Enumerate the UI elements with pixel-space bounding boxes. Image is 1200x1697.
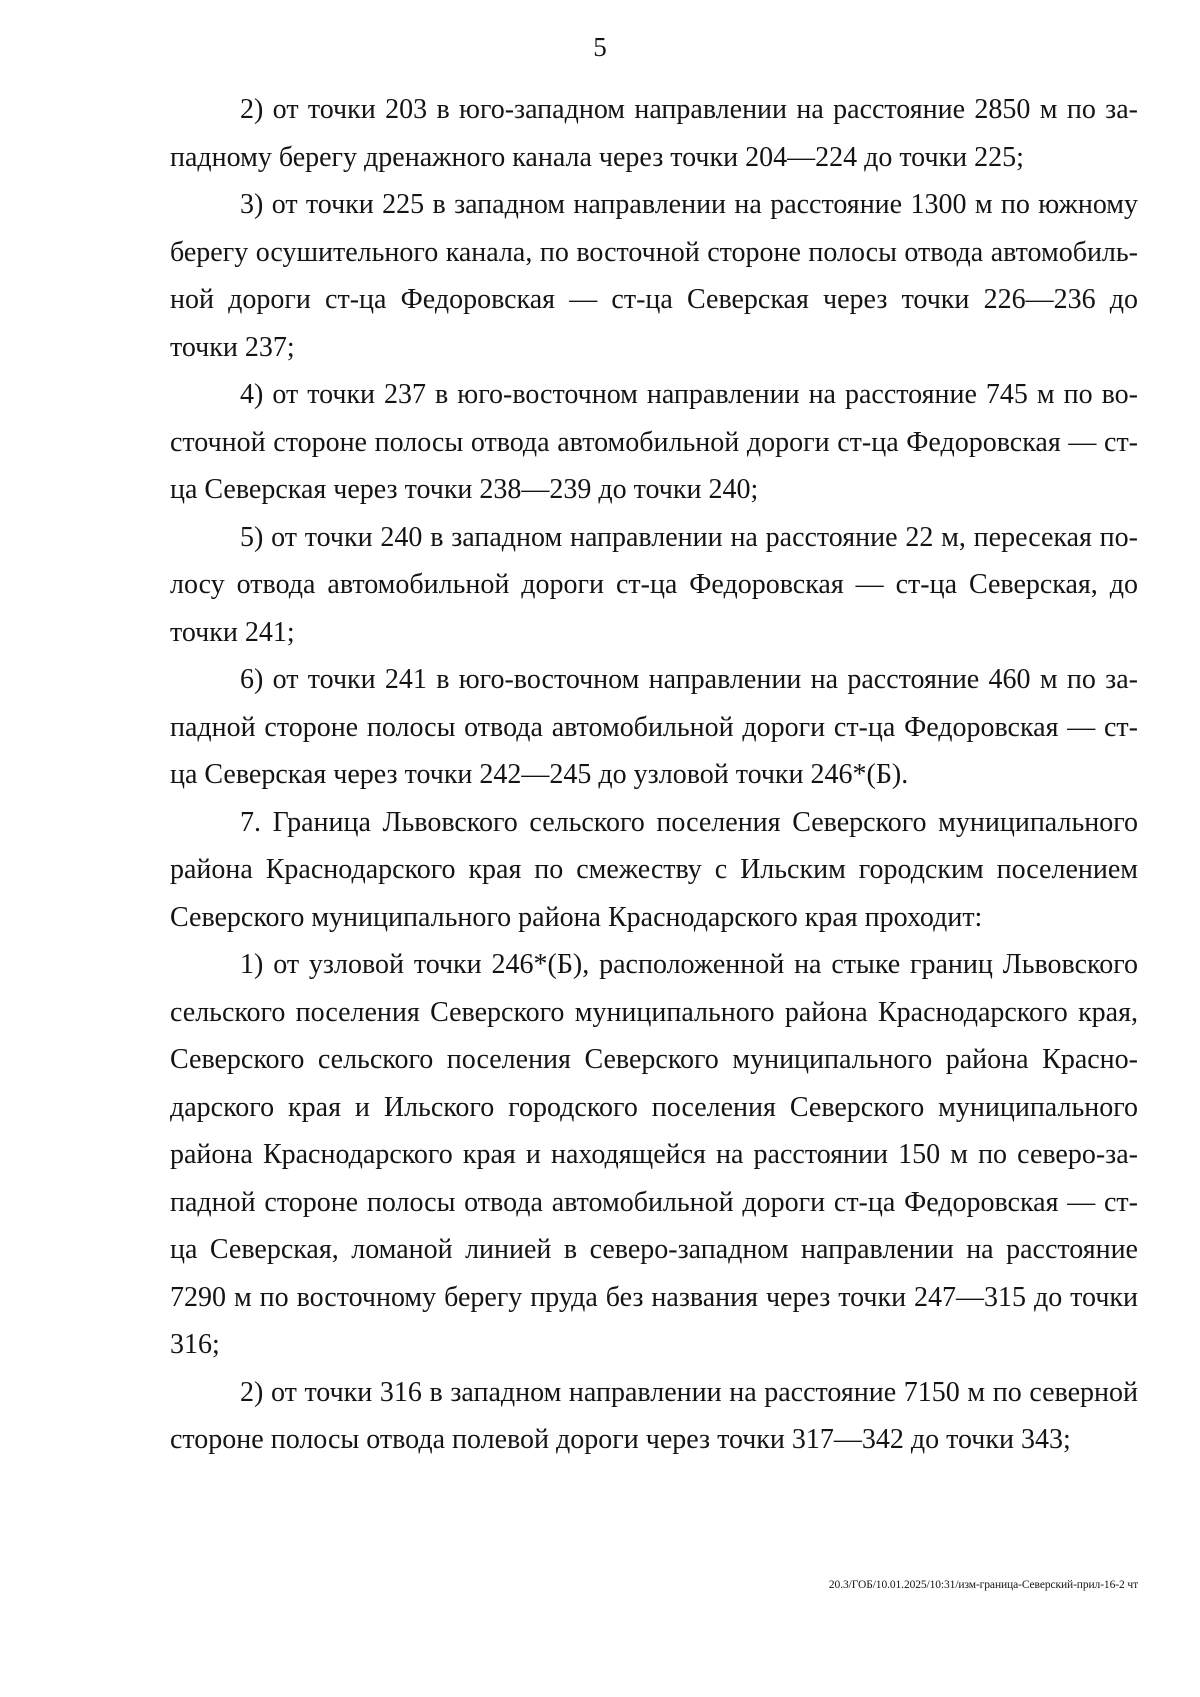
paragraph-section-7-item-1: 1) от узловой точки 246*(Б), расположенной на стыке границ Львовского сельского поселения Северского муниципального района Краснодарского края, Северского сельского поселения Северского муниципального района Краснодарского края и Ильского городского поселения Северского муниципального района Краснодарского края и находящейся на расстоянии 150 м по северо-западной стороне полосы отвода автомобильной дороги ст-ца Федоровская — ст-ца Северская, ломаной линией в северо-западном направлении на расстояние 7290 м по восточному берегу пруда без названия через точки 247—315 до точки 316; (170, 949, 1138, 1360)
document-body (170, 86, 1138, 1464)
paragraph-section-7: 7. Граница Львовского сельского поселения Северского муниципального района Краснодарского края по смежеству с Ильским городским поселением Северского муниципального района Краснодарского края проходит: (170, 806, 1138, 933)
document-footer-code: 20.3/ГОБ/10.01.2025/10:31/изм-граница-Северский-прил-16-2 чт (828, 1579, 1138, 1591)
paragraph-item-3: 3) от точки 225 в западном направлении на расстояние 1300 м по южному берегу осушительного канала, по восточной стороне полосы отвода автомобильной дороги ст-ца Федоровская — ст-ца Северская через точки 226—236 до точки 237; (170, 189, 1138, 363)
page-number: 5 (593, 32, 607, 62)
paragraph-item-2: 2) от точки 203 в юго-западном направлении на расстояние 2850 м по западному берегу дренажного канала через точки 204—224 до точки 225; (170, 94, 1138, 173)
paragraph-item-4: 4) от точки 237 в юго-восточном направлении на расстояние 745 м по восточной стороне полосы отвода автомобильной дороги ст-ца Федоровская — ст-ца Северская через точки 238—239 до точки 240; (170, 379, 1138, 505)
paragraph-section-7-item-2: 2) от точки 316 в западном направлении на расстояние 7150 м по северной стороне полосы отвода полевой дороги через точки 317—342 до точки 343; (170, 1376, 1138, 1455)
paragraph-item-5: 5) от точки 240 в западном направлении на расстояние 22 м, пересекая полосу отвода автомобильной дороги ст-ца Федоровская — ст-ца Северская, до точки 241; (170, 521, 1138, 648)
paragraph-item-6: 6) от точки 241 в юго-восточном направлении на расстояние 460 м по западной стороне полосы отвода автомобильной дороги ст-ца Федоровская — ст-ца Северская через точки 242—245 до узловой точки 246*(Б). (170, 664, 1138, 790)
